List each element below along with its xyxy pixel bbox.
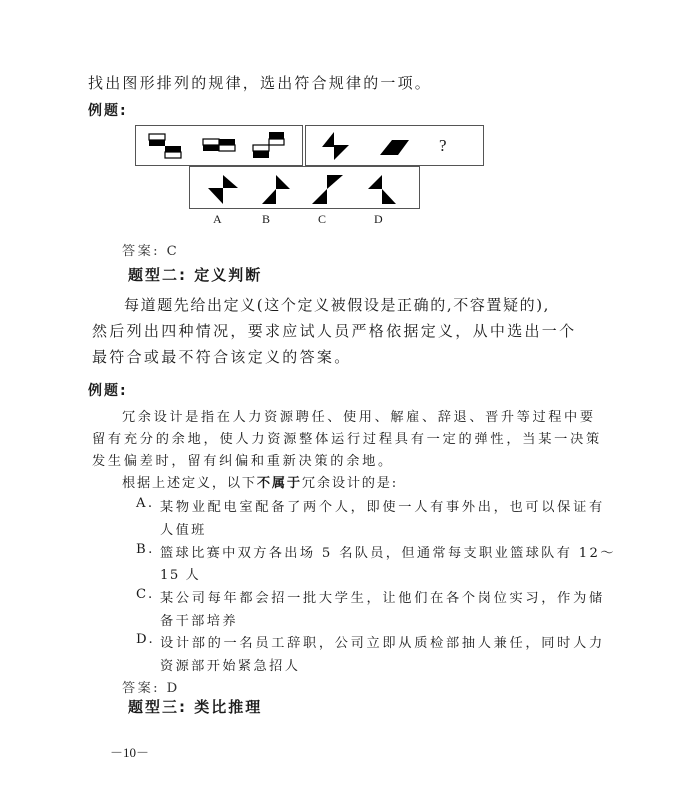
figure-sequence-box-1 (135, 125, 303, 166)
question-prefix: 根据上述定义，以下 (122, 476, 257, 491)
section-2-desc-line-2: 然后列出四种情况，要求应试人员严格依据定义，从中选出一个 (92, 322, 577, 340)
option-label-a: A (213, 212, 222, 226)
passage-line-3: 发生偏差时，留有纠偏和重新决策的余地。 (92, 454, 394, 469)
option-a-label: A. (136, 496, 155, 511)
passage-line-1: 冗余设计是指在人力资源聘任、使用、解雇、辞退、晋升等过程中要 (122, 410, 596, 425)
option-label-d: D (374, 212, 383, 226)
option-figure-c (312, 175, 343, 204)
triangle-shapes-figures (306, 126, 485, 167)
section-2-desc-line-1: 每道题先给出定义(这个定义被假设是正确的,不容置疑的), (124, 296, 551, 314)
answer-2: 答案: D (122, 681, 180, 696)
option-figure-b (262, 175, 290, 204)
intro-text: 找出图形排列的规律，选出符合规律的一项。 (88, 74, 433, 92)
question-suffix: 冗余设计的是: (301, 476, 399, 491)
page-number: －10－ (110, 745, 150, 760)
option-figures (190, 167, 421, 210)
example-heading-2: 例题: (88, 383, 128, 399)
example-heading-1: 例题: (88, 103, 128, 119)
answer-1: 答案: C (122, 244, 180, 259)
question-mark: ? (439, 136, 447, 155)
option-label-c: C (318, 212, 327, 226)
option-a-line-2: 人值班 (160, 523, 207, 538)
option-b-line-1: 篮球比赛中双方各出场 5 名队员，但通常每支职业篮球队有 12～ (160, 546, 616, 561)
stacked-rectangles-figures (136, 126, 304, 167)
figure-sequence-box-2 (305, 125, 484, 166)
option-c-line-2: 备干部培养 (160, 614, 238, 629)
option-c-line-1: 某公司每年都会招一批大学生，让他们在各个岗位实习，作为储 (160, 591, 605, 606)
option-figure-a (208, 175, 238, 204)
option-figure-d (368, 175, 396, 204)
option-b-label: B. (136, 542, 155, 557)
option-d-line-1: 设计部的一名员工辞职，公司立即从质检部抽人兼任，同时人力 (160, 636, 605, 651)
option-a-line-1: 某物业配电室配备了两个人，即使一人有事外出，也可以保证有 (160, 500, 605, 515)
section-3-title: 题型三: 类比推理 (128, 698, 263, 716)
option-b-line-2: 15 人 (160, 568, 201, 583)
option-d-label: D. (136, 632, 156, 647)
options-figure-box (189, 166, 420, 209)
option-c-label: C. (136, 587, 155, 602)
passage-line-2: 留有充分的余地，使人力资源整体运行过程具有一定的弹性，当某一决策 (92, 432, 602, 447)
question-stem (122, 472, 398, 491)
option-d-line-2: 资源部开始紧急招人 (160, 659, 301, 674)
section-2-title: 题型二: 定义判断 (128, 266, 263, 284)
section-2-desc-line-3: 最符合或最不符合该定义的答案。 (92, 348, 352, 366)
question-emphasis: 不属于 (256, 476, 302, 491)
option-label-b: B (262, 212, 271, 226)
